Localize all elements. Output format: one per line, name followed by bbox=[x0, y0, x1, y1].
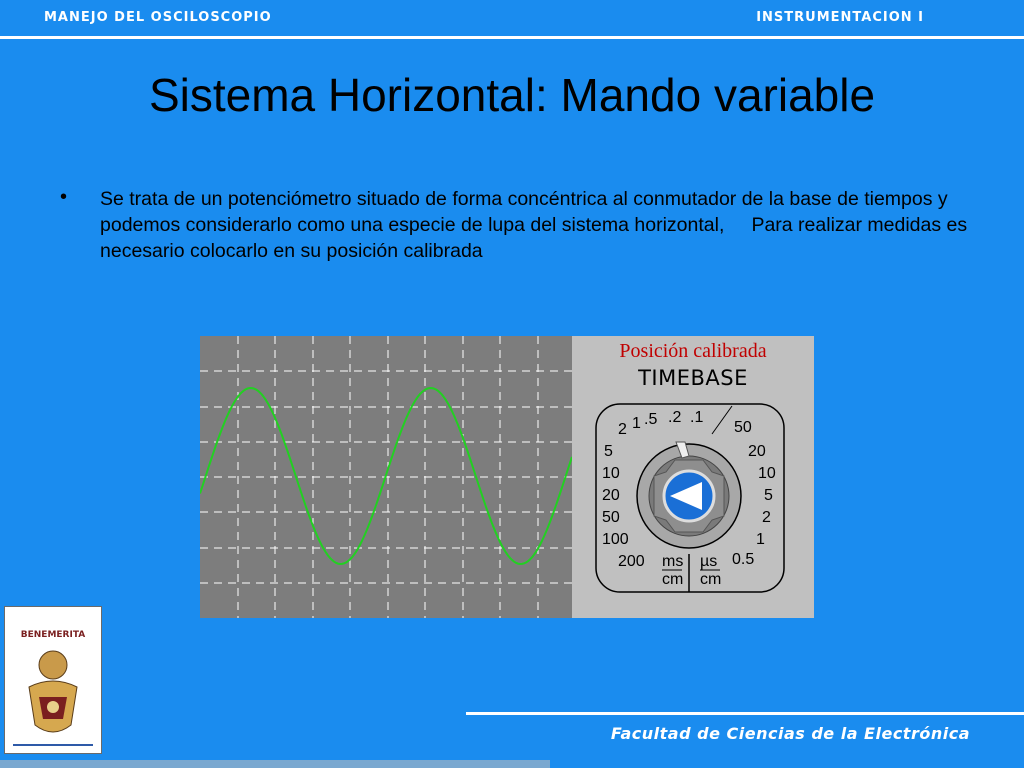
dial-label-r05: 0.5 bbox=[732, 551, 755, 568]
dial-label-r2: 2 bbox=[762, 509, 771, 526]
bullet-symbol: • bbox=[60, 186, 68, 208]
bottom-shadow-bar bbox=[0, 760, 550, 768]
dial-label-50: 50 bbox=[602, 509, 620, 526]
header-left-title: MANEJO DEL OSCILOSCOPIO bbox=[44, 10, 272, 25]
unit-ms-label: ms bbox=[662, 553, 684, 570]
dial-label-10: 10 bbox=[602, 465, 620, 482]
crest-icon bbox=[5, 607, 101, 753]
slide-title: Sistema Horizontal: Mando variable bbox=[148, 69, 876, 121]
dial-label-r5: 5 bbox=[764, 487, 773, 504]
footer-divider bbox=[466, 712, 1024, 715]
dial-label-100: 100 bbox=[602, 531, 629, 548]
oscilloscope-figure bbox=[200, 336, 814, 618]
dial-label-r1: 1 bbox=[756, 531, 765, 548]
bullet-text: Se trata de un potenciómetro situado de forma concéntrica al conmutador de la base de tiempos y podemos considerarlo como una especie de lupa del sistema horizontal, Para realizar medidas es necesario colocarlo en su posición calibrada bbox=[100, 188, 973, 262]
header-right-title: INSTRUMENTACION I bbox=[756, 10, 924, 25]
timebase-label: TIMEBASE bbox=[638, 366, 748, 390]
dial-label-20: 20 bbox=[602, 487, 620, 504]
header-divider bbox=[0, 36, 1024, 39]
dial-label-5: 5 bbox=[604, 443, 613, 460]
unit-us-label: µs bbox=[700, 553, 718, 570]
logo-text: BENEMERITA bbox=[20, 630, 86, 640]
university-logo bbox=[4, 606, 102, 754]
footer-text: Facultad de Ciencias de la Electrónica bbox=[610, 724, 970, 743]
dial-label-05: .5 bbox=[644, 411, 658, 428]
timebase-dial bbox=[572, 398, 814, 618]
dial-label-01: .1 bbox=[690, 409, 704, 426]
unit-cm-us-label: cm bbox=[700, 571, 722, 588]
dial-label-1: 1 bbox=[632, 415, 641, 432]
dial-label-r10: 10 bbox=[758, 465, 776, 482]
dial-label-r20: 20 bbox=[748, 443, 766, 460]
panel-caption: Posición calibrada bbox=[619, 340, 767, 362]
timebase-panel bbox=[572, 336, 814, 618]
dial-label-r50: 50 bbox=[734, 419, 752, 436]
dial-label-2: 2 bbox=[618, 421, 627, 438]
dial-label-02: .2 bbox=[668, 409, 682, 426]
dial-label-200: 200 bbox=[618, 553, 645, 570]
unit-cm-ms-label: cm bbox=[662, 571, 684, 588]
oscilloscope-screen bbox=[200, 336, 572, 618]
